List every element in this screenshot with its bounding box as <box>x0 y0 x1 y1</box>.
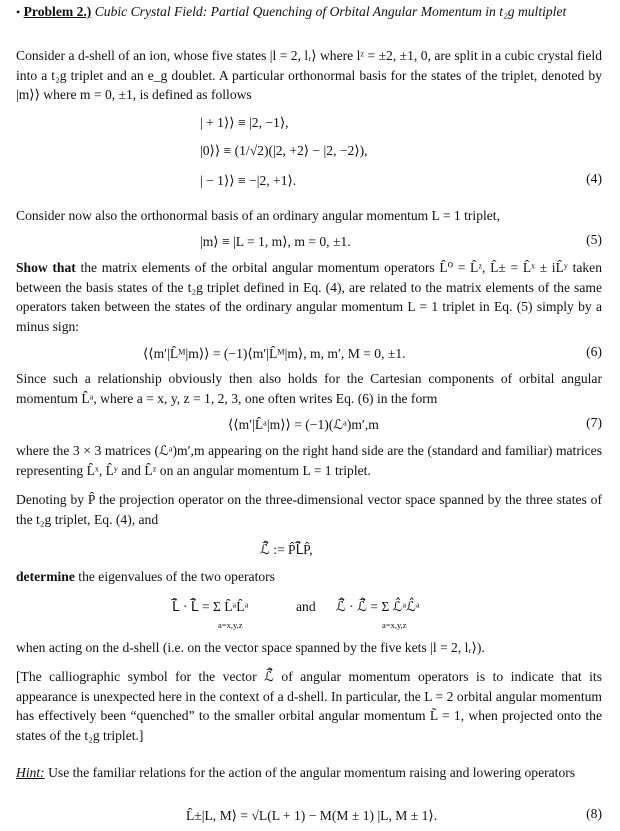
eq-op-right: ℒ̂⃗ · ℒ̂⃗ = Σ ℒ̂ᵃℒ̂ᵃ <box>336 599 420 614</box>
hint-lead: Hint: <box>16 765 45 780</box>
eq-op-left: L̂⃗ · L̂⃗ = Σ L̂ᵃL̂ᵃ <box>172 599 249 614</box>
eq-op-and: and <box>296 599 316 614</box>
eq8-number: (8) <box>586 806 602 821</box>
eq4-line2: |0⟩⟩ ≡ (1/√2)(|2, +2⟩ − |2, −2⟩), <box>200 143 368 158</box>
paragraph-10 <box>16 763 602 783</box>
paragraph-2: Consider now also the orthonormal basis of an ordinary angular momentum L = 1 triplet, <box>16 208 500 223</box>
eq4-line3: | − 1⟩⟩ ≡ −|2, +1⟩. <box>200 173 297 188</box>
paragraph-8: when acting on the d-shell (i.e. on the vector space spanned by the five kets |l = 2, lᵣ⟩). <box>16 640 485 655</box>
eq7-number: (7) <box>586 415 602 430</box>
eq5: |m⟩ ≡ |L = 1, m⟩, m = 0, ±1. <box>200 234 351 249</box>
paragraph-9: [The calliographic symbol for the vector ℒ̂⃗ of angular momentum operators is to indicate that its appearance is unexpected here in the context of a d-shell. In particular, the L = 2 orbital angular momentum has effectively been “quenched” to the smaller orbital angular momentum L̃ = 1, when projected onto the states of the t₂g triplet.] <box>16 669 602 743</box>
problem-heading <box>16 2 602 23</box>
paragraph-7-text: the eigenvalues of the two operators <box>74 569 275 584</box>
paragraph-7 <box>16 567 602 587</box>
paragraph-6: Denoting by P̂ the projection operator on the three-dimensional vector space spanned by the three states of the t₂g triplet, Eq. (4), and <box>16 492 602 527</box>
eq6-number: (6) <box>586 344 602 359</box>
eq6: ⟨⟨m′|L̂ᴹ|m⟩⟩ = (−1)⟨m′|L̂ᴹ|m⟩, m, m′, M = 0, ±1. <box>143 346 406 361</box>
paragraph-1: Consider a d-shell of an ion, whose five states |l = 2, lᵣ⟩ where lᶻ = ±2, ±1, 0, are split in a cubic crystal field into a t₂g triplet and an e_g doublet. A particular orthonormal basis for the states of the triplet, denoted by |m⟩⟩ where m = 0, ±1, is defined as follows <box>16 48 602 102</box>
eq8: L̂±|L, M⟩ = √L(L + 1) − M(M ± 1) |L, M ± 1⟩. <box>186 808 438 823</box>
eq4-line1: | + 1⟩⟩ ≡ |2, −1⟩, <box>200 115 289 130</box>
sum-index-left: a=x,y,z <box>218 620 243 630</box>
paragraph-10-text: Use the familiar relations for the action of the angular momentum raising and lowering operators <box>44 765 576 780</box>
problem-title: Cubic Crystal Field: Partial Quenching of Orbital Angular Momentum in t₂g multiplet <box>94 4 567 19</box>
eq5-number: (5) <box>586 232 602 247</box>
paragraph-3 <box>16 258 602 336</box>
eq7: ⟨⟨m′|L̂ᵃ|m⟩⟩ = (−1)(ℒᵃ)m′,m <box>228 417 379 432</box>
sum-index-right: a=x,y,z <box>382 620 407 630</box>
paragraph-3-text: the matrix elements of the orbital angular momentum operators L̂⁰ = L̂ᶻ, L̂± = L̂ˣ ± iL̂ʸ taken between the basis states of the t₂g triplet defined in Eq. (4), are related to the matrix elements of the same operators taken between the states of the ordinary angular momentum L = 1 triplet in Eq. (5) simply by a minus sign: <box>16 260 603 334</box>
paragraph-4: Since such a relationship obviously then also holds for the Cartesian components of orbital angular momentum L̂ᵃ, where a = x, y, z = 1, 2, 3, one often writes Eq. (6) in the form <box>16 371 602 406</box>
bullet-icon: • <box>16 5 21 19</box>
eq4-number: (4) <box>586 171 602 186</box>
determine-lead: determine <box>16 569 75 584</box>
eq-projection: ℒ̂⃗ := P̂L̂⃗P̂, <box>260 542 313 557</box>
paragraph-5: where the 3 × 3 matrices (ℒᵃ)m′,m appearing on the right hand side are the (standard and familiar) matrices representing L̂ˣ, L̂ʸ and L̂ᶻ on an angular momentum L = 1 triplet. <box>16 443 602 478</box>
problem-label: Problem 2.) <box>23 4 92 19</box>
show-that-lead: Show that <box>16 260 76 275</box>
